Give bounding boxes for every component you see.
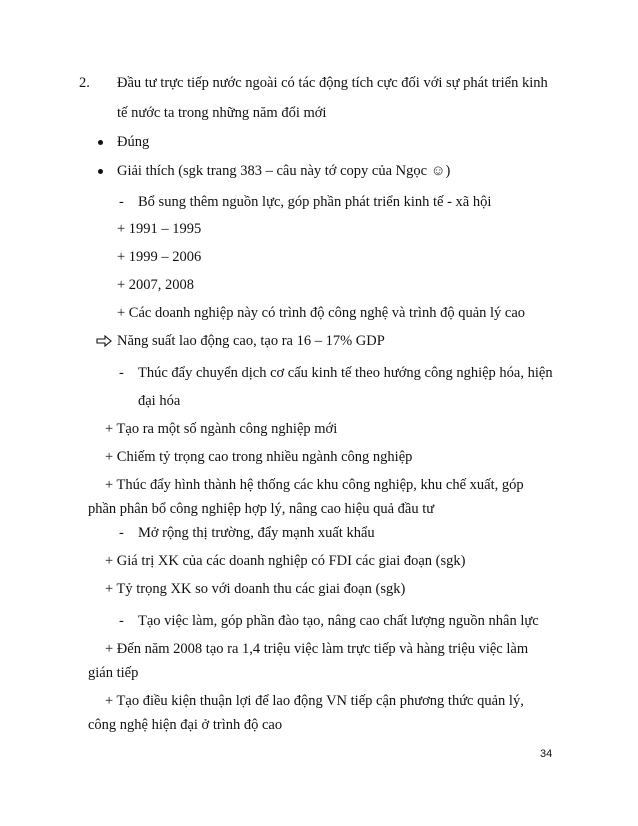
answer-verdict: Đúng <box>117 134 150 150</box>
detail-export-share: + Tỷ trọng XK so với doanh thu các giai đoạn (sgk) <box>105 581 406 597</box>
dash-marker: - <box>119 525 124 541</box>
dash-marker: - <box>119 365 124 381</box>
point-employment: Tạo việc làm, góp phần đào tạo, nâng cao chất lượng nguồn nhân lực <box>138 613 539 629</box>
point-market-expansion: Mở rộng thị trường, đẩy mạnh xuất khẩu <box>138 525 375 541</box>
conclusion-productivity: Năng suất lao động cao, tạo ra 16 – 17% GDP <box>117 333 385 349</box>
detail-management-line-2: công nghệ hiện đại ở trình độ cao <box>88 717 283 733</box>
detail-jobs-line-1: + Đến năm 2008 tạo ra 1,4 triệu việc làm trực tiếp và hàng triệu việc làm <box>105 641 529 657</box>
detail-industrial-zones-line-1: + Thúc đẩy hình thành hệ thống các khu công nghiệp, khu chế xuất, góp <box>105 477 524 493</box>
detail-new-industries: + Tạo ra một số ngành công nghiệp mới <box>105 421 338 437</box>
bullet-icon <box>98 169 103 174</box>
question-number: 2. <box>79 75 90 91</box>
dash-marker: - <box>119 613 124 629</box>
point-restructuring-line-2: đại hóa <box>138 393 181 409</box>
detail-2007-2008: + 2007, 2008 <box>117 277 195 293</box>
detail-1999-2006: + 1999 – 2006 <box>117 249 202 265</box>
dash-marker: - <box>119 194 124 210</box>
detail-management-line-1: + Tạo điều kiện thuận lợi để lao động VN tiếp cận phương thức quản lý, <box>105 693 524 709</box>
right-arrow-icon <box>96 335 112 347</box>
detail-1991-1995: + 1991 – 1995 <box>117 221 202 237</box>
detail-industry-share: + Chiếm tỷ trọng cao trong nhiều ngành công nghiệp <box>105 449 413 465</box>
detail-technology: + Các doanh nghiệp này có trình độ công nghệ và trình độ quản lý cao <box>117 305 526 321</box>
detail-jobs-line-2: gián tiếp <box>88 665 139 681</box>
answer-explanation: Giải thích (sgk trang 383 – câu này tớ copy của Ngọc ☺) <box>117 163 451 179</box>
detail-export-value: + Giá trị XK của các doanh nghiệp có FDI các giai đoạn (sgk) <box>105 553 466 569</box>
bullet-icon <box>98 140 103 145</box>
question-line-1: Đầu tư trực tiếp nước ngoài có tác động tích cực đối với sự phát triển kinh <box>117 75 548 91</box>
point-restructuring-line-1: Thúc đẩy chuyển dịch cơ cấu kinh tế theo hướng công nghiệp hóa, hiện <box>138 365 553 381</box>
question-line-2: tế nước ta trong những năm đổi mới <box>117 105 327 121</box>
detail-industrial-zones-line-2: phần phân bổ công nghiệp hợp lý, nâng cao hiệu quả đầu tư <box>88 501 435 517</box>
point-resources: Bổ sung thêm nguồn lực, góp phần phát triển kinh tế - xã hội <box>138 194 492 210</box>
page-number: 34 <box>540 748 553 760</box>
